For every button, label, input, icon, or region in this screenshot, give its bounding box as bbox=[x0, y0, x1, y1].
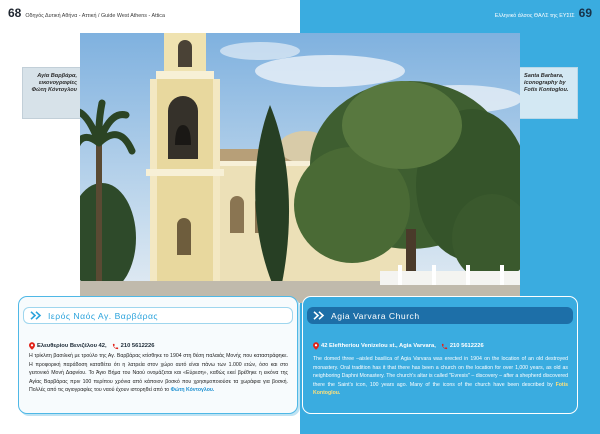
right-page-number: 69 bbox=[578, 6, 592, 20]
map-pin-icon bbox=[29, 342, 35, 350]
english-address: 42 Eleftheriou Venizelou st., Agia Varvara, bbox=[321, 343, 436, 349]
photo-caption-english: Santa Barbara, iconography by Fotis Kontoglou. bbox=[520, 67, 578, 119]
english-info-card bbox=[302, 296, 578, 414]
church-photo bbox=[80, 33, 520, 303]
fence-post bbox=[398, 265, 402, 285]
bell-tower-pilaster bbox=[150, 79, 157, 303]
bell-tower-window bbox=[177, 218, 191, 255]
greek-phone: 210 5612226 bbox=[120, 343, 155, 349]
map-pin-icon bbox=[313, 342, 319, 350]
cloud bbox=[220, 42, 300, 60]
english-address-row bbox=[313, 342, 569, 350]
greek-body-text: Η τρίκλιτη βασιλική με τρούλο της Αγ. Βαρβάρας κτίσθηκε το 1904 στη θέση παλαιάς Μονής που καταστράφηκε. Η προφορική παράδοση καταθέτει ότι η λατρεία στον χώρο αυτό είναι πάνω των 1.000 ετών, όσο και στο γειτονικό Μονή Δαφνίου. Το Άγιο Βήμα του Ναού ονομάζεται και «Εύρεση», καθώς εκεί βρέθηκε η εικόνα της Αγίας Βαρβάρας πριν 100 περίπου χρόνια από κάποιον βοσκό που χρησιμοποιούσε τα χωράφια για βοσκή. Πολλές από τις αγιογραφίες του ναού έχουν ιστορηθεί από το bbox=[29, 353, 288, 394]
palm-trunk bbox=[96, 141, 102, 281]
church-photo-illustration bbox=[80, 33, 520, 303]
greek-address-row bbox=[29, 342, 289, 350]
left-page-header bbox=[8, 6, 165, 20]
greek-card-title: Ιερός Ναός Αγ. Βαρβάρας bbox=[48, 310, 159, 321]
english-body-text: The domed three –aisled basilica of Agia Varvara was erected in 1904 on the location of an old destroyed monastery. Oral tradition has it that there has been a church on the location for over 1,000 years, as old as neighboring Daphni Monastery. The church's altar is called "Evresis" – discovery – after a shepherd discovered there the Saint's icon, 100 years ago. Many of the icons of the church have been described by bbox=[313, 356, 568, 388]
fence-post bbox=[432, 265, 436, 285]
right-page-header bbox=[495, 6, 592, 20]
photo-caption-greek: Αγία Βαρβάρα, εικονογραφίες Φώτη Κόντογλου bbox=[22, 67, 81, 119]
double-chevron-icon bbox=[313, 311, 325, 320]
fence-post bbox=[466, 265, 470, 285]
bell-tower-pilaster bbox=[213, 79, 220, 303]
greek-card-body bbox=[29, 352, 288, 395]
english-card-title-row bbox=[307, 307, 573, 324]
english-body-highlight: Fotis Kontoglou. bbox=[313, 381, 568, 397]
big-tree-canopy bbox=[342, 81, 462, 169]
left-page-number: 68 bbox=[8, 6, 22, 20]
bell-tower-band bbox=[146, 169, 224, 176]
church-window bbox=[230, 196, 244, 233]
phone-icon bbox=[112, 343, 119, 350]
greek-card-title-row bbox=[23, 307, 293, 324]
greek-info-card bbox=[18, 296, 298, 414]
fence-post bbox=[500, 265, 504, 285]
right-running-title: Ελληνικό άλσος ΘΑΛΣ της ΕΥΣΙΣ bbox=[494, 13, 575, 19]
phone-icon bbox=[441, 343, 448, 350]
cloud bbox=[255, 55, 405, 87]
bell-tower-top-opening bbox=[178, 40, 192, 67]
greek-body-highlight: Φώτη Κόντογλου. bbox=[170, 387, 215, 394]
english-card-title: Agia Varvara Church bbox=[331, 310, 420, 321]
bell-tower-cornice bbox=[156, 71, 214, 79]
english-phone: 210 5612226 bbox=[449, 343, 484, 349]
left-running-title: Οδηγός Δυτική Αθήνα - Αττική / Guide West Athens - Attica bbox=[25, 13, 165, 19]
greek-address: Ελευθερίου Βενιζέλου 42, bbox=[37, 343, 107, 349]
double-chevron-icon bbox=[30, 311, 42, 320]
english-card-body bbox=[313, 355, 568, 398]
